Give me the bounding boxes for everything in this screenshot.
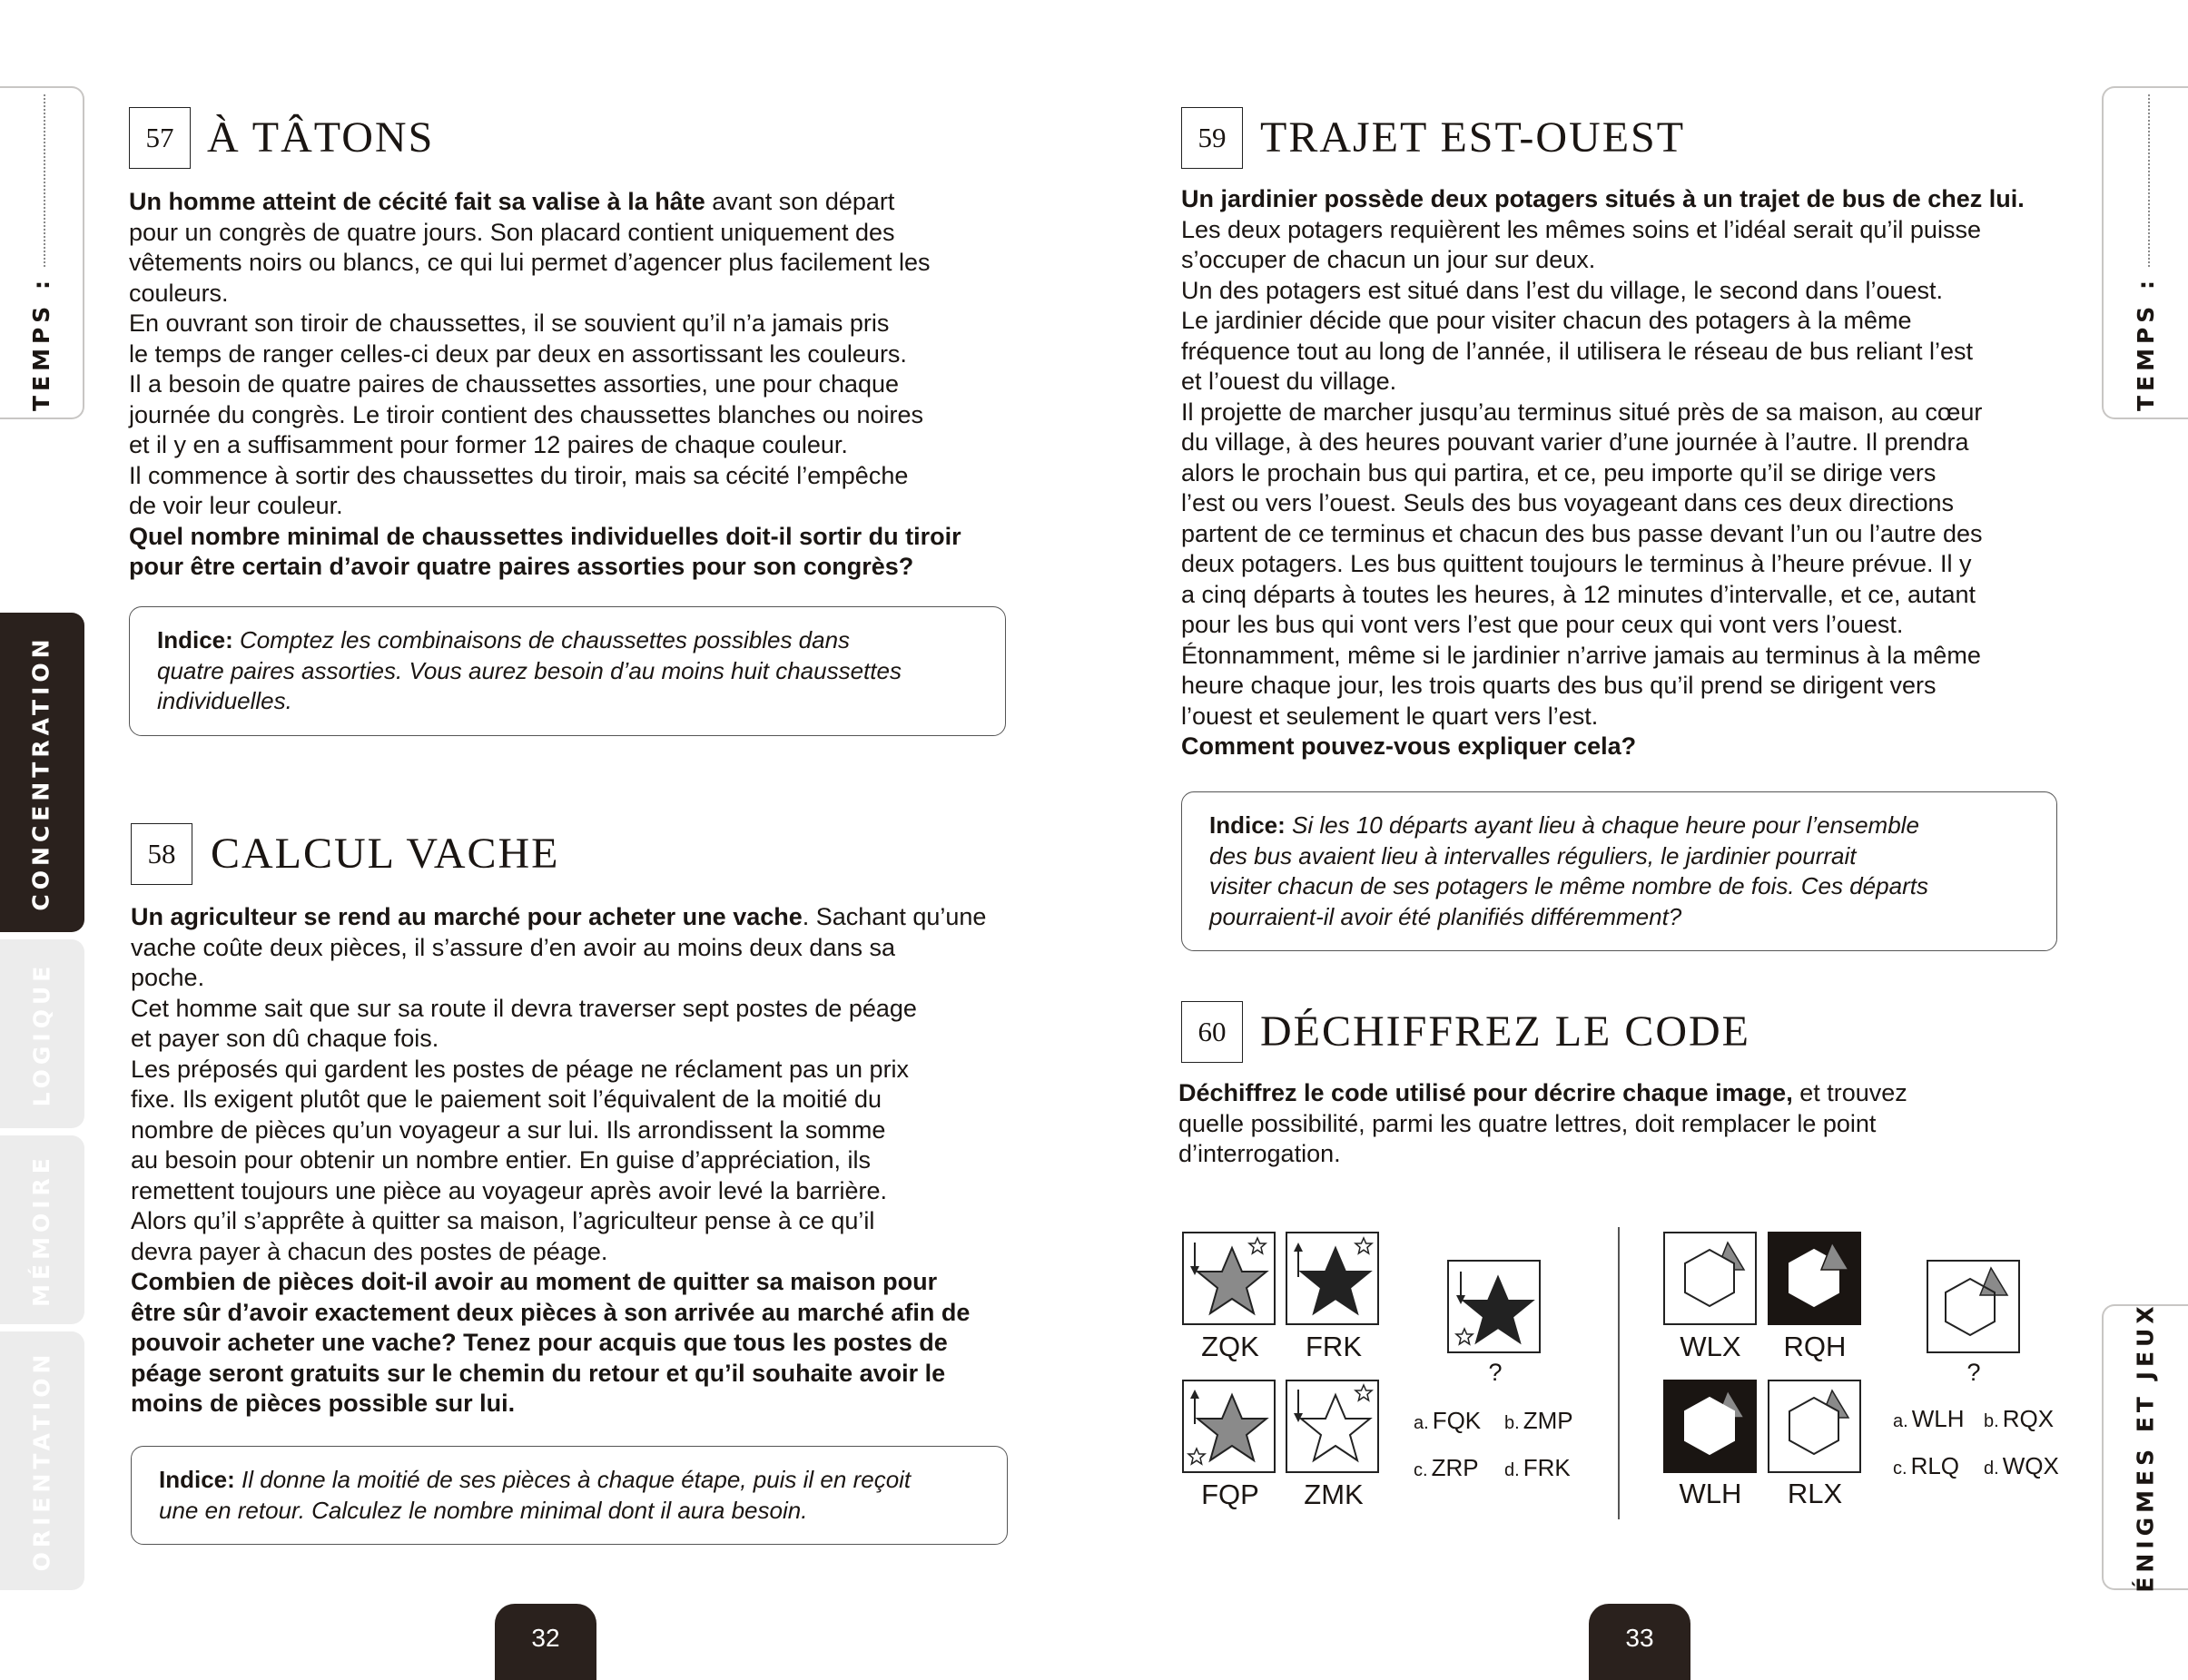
- star-question-mark: ?: [1488, 1359, 1503, 1386]
- hex-question-mark: ?: [1966, 1359, 1981, 1386]
- text-line: Un des potagers est situé dans l’est du village, le second dans l’ouest.: [1181, 276, 1944, 304]
- text-line: heure chaque jour, les trois quarts des bus qu’il prend se dirigent vers: [1181, 672, 1937, 699]
- text-line: Déchiffrez le code utilisé pour décrire chaque image, et trouvez: [1178, 1079, 1907, 1106]
- side-tab-temps-left: [0, 86, 84, 419]
- text-line: remettent toujours une pièce au voyageur après avoir levé la barrière.: [131, 1176, 887, 1204]
- text-line: Les deux potagers requièrent les mêmes soins et l’idéal serait qu’il puisse: [1181, 215, 1981, 243]
- hint-line: Indice: Il donne la moitié de ses pièces à chaque étape, puis il en reçoit: [159, 1466, 912, 1493]
- hint-line: Indice: Comptez les combinaisons de chaussettes possibles dans: [157, 626, 851, 653]
- puzzle-57-text: [129, 187, 961, 583]
- text-line: Un jardinier possède deux potagers situés à un trajet de bus de chez lui.: [1181, 185, 2025, 212]
- text-line: du village, à des heures pouvant varier d’une journée à l’autre. Il prendra: [1181, 428, 1969, 456]
- text-line: au besoin pour obtenir un nombre entier. En guise d’appréciation, ils: [131, 1146, 872, 1174]
- text-line: Les préposés qui gardent les postes de péage ne réclament pas un prix: [131, 1055, 910, 1083]
- page-number-right: 33: [1589, 1604, 1690, 1680]
- text-line: et il y en a suffisamment pour former 12 paires de chaque couleur.: [129, 431, 848, 458]
- hint-line: individuelles.: [157, 687, 292, 714]
- text-line: moins de pièces possible sur lui.: [131, 1390, 516, 1417]
- temps-label: TEMPS :: [28, 275, 55, 412]
- text-line: Cet homme sait que sur sa route il devra traverser sept postes de péage: [131, 994, 917, 1022]
- puzzle-number: 59: [1181, 107, 1243, 169]
- star-figure-zqk: [1183, 1233, 1275, 1324]
- text-line: de voir leur couleur.: [129, 492, 343, 519]
- star-code-label: ZMK: [1304, 1479, 1364, 1510]
- side-tab-enigmes[interactable]: [2102, 1302, 2188, 1593]
- text-line: alors le prochain bus qui partira, et ce, peu importe qu’il se dirige vers: [1181, 458, 1937, 486]
- text-line: fixe. Ils exigent plutôt que le paiement soit l’équivalent de la moitié du: [131, 1086, 882, 1113]
- star-figure-zmk: [1286, 1380, 1378, 1472]
- side-tab-label: MÉMOIRE: [28, 1153, 54, 1307]
- page-number-left: 32: [495, 1604, 596, 1680]
- text-line: et payer son dû chaque fois.: [131, 1025, 439, 1052]
- text-line: En ouvrant son tiroir de chaussettes, il se souvient qu’il n’a jamais pris: [129, 309, 890, 337]
- text-line: Un homme atteint de cécité fait sa valise à la hâte avant son départ: [129, 188, 895, 215]
- text-line: Quel nombre minimal de chaussettes individuelles doit-il sortir du tiroir: [129, 522, 961, 550]
- puzzle-58-hint: [131, 1446, 1008, 1545]
- text-line: Il a besoin de quatre paires de chaussettes assorties, une pour chaque: [129, 370, 900, 398]
- text-line: fréquence tout au long de l’année, il utilisera le réseau de bus reliant l’est: [1181, 337, 1974, 365]
- star-option-a[interactable]: a. FQK: [1414, 1407, 1482, 1434]
- puzzle-title: CALCUL VACHE: [211, 830, 560, 878]
- side-tab-concentration[interactable]: [0, 613, 84, 932]
- puzzle-number: 58: [131, 823, 192, 885]
- text-line: Comment pouvez-vous expliquer cela?: [1181, 732, 1637, 760]
- puzzle-title: À TÂTONS: [207, 113, 435, 162]
- puzzle-59-text: [1181, 184, 2025, 762]
- text-line: Combien de pièces doit-il avoir au moment de quitter sa maison pour: [131, 1268, 938, 1295]
- text-line: pour un congrès de quatre jours. Son placard contient uniquement des: [129, 218, 895, 246]
- side-tab-label: CONCENTRATION: [28, 634, 54, 911]
- hex-code-label: RLX: [1787, 1478, 1843, 1509]
- temps-line: [2148, 94, 2150, 267]
- figure-divider: [1618, 1227, 1620, 1519]
- star-option-b[interactable]: b. ZMP: [1504, 1407, 1573, 1434]
- hex-code-label: WLX: [1680, 1331, 1741, 1362]
- star-figure-frk: [1286, 1233, 1378, 1324]
- text-line: partent de ce terminus et chacun des bus passe devant l’un ou l’autre des: [1181, 519, 1983, 547]
- hex-figure-wlx: [1664, 1233, 1756, 1324]
- side-tab-logique[interactable]: [0, 939, 84, 1128]
- hex-option-c[interactable]: c. RLQ: [1893, 1452, 1960, 1479]
- puzzle-57-hint: [129, 606, 1006, 736]
- hint-line: Indice: Si les 10 départs ayant lieu à chaque heure pour l’ensemble: [1209, 811, 1919, 839]
- hint-line: des bus avaient lieu à intervalles réguliers, le jardinier pourrait: [1209, 841, 1857, 869]
- text-line: le temps de ranger celles-ci deux par deux en assortissant les couleurs.: [129, 339, 907, 368]
- hex-figure-question: [1927, 1261, 2019, 1352]
- text-line: vache coûte deux pièces, il s’assure d’en avoir au moins deux dans sa: [131, 933, 895, 961]
- puzzle-58-text: [131, 902, 986, 1420]
- puzzle-59-hint: [1181, 791, 2057, 951]
- puzzle-number: 57: [129, 107, 191, 169]
- text-line: Alors qu’il s’apprête à quitter sa maison, l’agriculteur pense à ce qu’il: [131, 1207, 875, 1234]
- hint-line: une en retour. Calculez le nombre minimal dont il aura besoin.: [159, 1496, 808, 1524]
- hex-option-a[interactable]: a. WLH: [1893, 1405, 1965, 1432]
- side-tab-temps-right: [2102, 86, 2188, 419]
- temps-line: [44, 94, 45, 267]
- text-line: nombre de pièces qu’un voyageur a sur lui. Ils arrondissent la somme: [131, 1115, 886, 1144]
- star-figure-fqp: [1183, 1380, 1275, 1472]
- text-line: l’est ou vers l’ouest. Seuls des bus voyageant dans ces deux directions: [1181, 489, 1954, 516]
- text-line: être sûr d’avoir exactement deux pièces à son arrivée au marché afin de: [131, 1298, 971, 1326]
- text-line: et l’ouest du village.: [1181, 368, 1397, 395]
- hex-code-label: RQH: [1783, 1331, 1847, 1362]
- text-line: s’occuper de chacun un jour sur deux.: [1181, 246, 1596, 273]
- text-line: Il projette de marcher jusqu’au terminus situé près de sa maison, au cœur: [1181, 398, 1983, 426]
- star-option-d[interactable]: d. FRK: [1504, 1454, 1571, 1481]
- hex-figure-wlh: [1664, 1380, 1756, 1472]
- text-line: Il commence à sortir des chaussettes du tiroir, mais sa cécité l’empêche: [129, 461, 909, 489]
- side-tab-label: LOGIQUE: [28, 961, 54, 1106]
- side-tab-label: ÉNIGMES ET JEUX: [2133, 1302, 2159, 1593]
- text-line: quelle possibilité, parmi les quatre lettres, doit remplacer le point: [1178, 1109, 1877, 1137]
- hex-code-label: WLH: [1679, 1478, 1742, 1509]
- star-code-label: FQP: [1201, 1479, 1259, 1510]
- side-tab-orientation[interactable]: [0, 1331, 84, 1590]
- text-line: pouvoir acheter une vache? Tenez pour acquis que tous les postes de: [131, 1329, 948, 1356]
- hex-option-b[interactable]: b. RQX: [1984, 1405, 2055, 1432]
- puzzle-title: TRAJET EST-OUEST: [1260, 113, 1686, 162]
- hint-line: pourraient-il avoir été planifiés différemment?: [1209, 902, 1682, 930]
- text-line: vêtements noirs ou blancs, ce qui lui permet d’agencer plus facilement les: [129, 249, 931, 276]
- text-line: poche.: [131, 964, 205, 991]
- hex-option-d[interactable]: d. WQX: [1984, 1452, 2059, 1479]
- hex-figure-rlx: [1769, 1380, 1860, 1472]
- star-code-label: ZQK: [1201, 1331, 1259, 1362]
- text-line: l’ouest et seulement le quart vers l’est.: [1181, 702, 1599, 730]
- text-line: Le jardinier décide que pour visiter chacun des potagers à la même: [1181, 307, 1912, 334]
- text-line: Étonnamment, même si le jardinier n’arrive jamais au terminus à la même: [1181, 641, 1981, 669]
- text-line: pour les bus qui vont vers l’est que pour ceux qui vont vers l’ouest.: [1181, 611, 1904, 638]
- text-line: deux potagers. Les bus quittent toujours le terminus à l’heure prévue. Il y: [1181, 550, 1972, 577]
- star-code-label: FRK: [1306, 1331, 1362, 1362]
- text-line: devra payer à chacun des postes de péage.: [131, 1237, 608, 1265]
- text-line: d’interrogation.: [1178, 1140, 1341, 1167]
- text-line: couleurs.: [129, 279, 229, 307]
- side-tab-label: ORIENTATION: [28, 1350, 55, 1572]
- side-tab-memoire[interactable]: [0, 1135, 84, 1324]
- hint-line: quatre paires assorties. Vous aurez besoin d’au moins huit chaussettes: [157, 656, 902, 684]
- text-line: a cinq départs à toutes les heures, à 12 minutes d’intervalle, et ce, autant: [1181, 580, 1976, 608]
- puzzle-60-text: [1178, 1078, 1907, 1170]
- star-figure-question: [1448, 1261, 1540, 1352]
- text-line: journée du congrès. Le tiroir contient des chaussettes blanches ou noires: [129, 400, 924, 428]
- hint-line: visiter chacun de ses potagers le même nombre de fois. Ces départs: [1209, 872, 1928, 899]
- temps-label: TEMPS :: [2133, 275, 2160, 412]
- puzzle-number: 60: [1181, 1001, 1243, 1063]
- text-line: pour être certain d’avoir quatre paires assorties pour son congrès?: [129, 553, 914, 580]
- text-line: Un agriculteur se rend au marché pour acheter une vache. Sachant qu’une: [131, 903, 987, 930]
- star-option-c[interactable]: c. ZRP: [1414, 1454, 1479, 1481]
- text-line: péage seront gratuits sur le chemin du retour et qu’il souhaite avoir le: [131, 1359, 946, 1387]
- puzzle-title: DÉCHIFFREZ LE CODE: [1260, 1007, 1750, 1056]
- hex-figure-rqh: [1769, 1233, 1860, 1324]
